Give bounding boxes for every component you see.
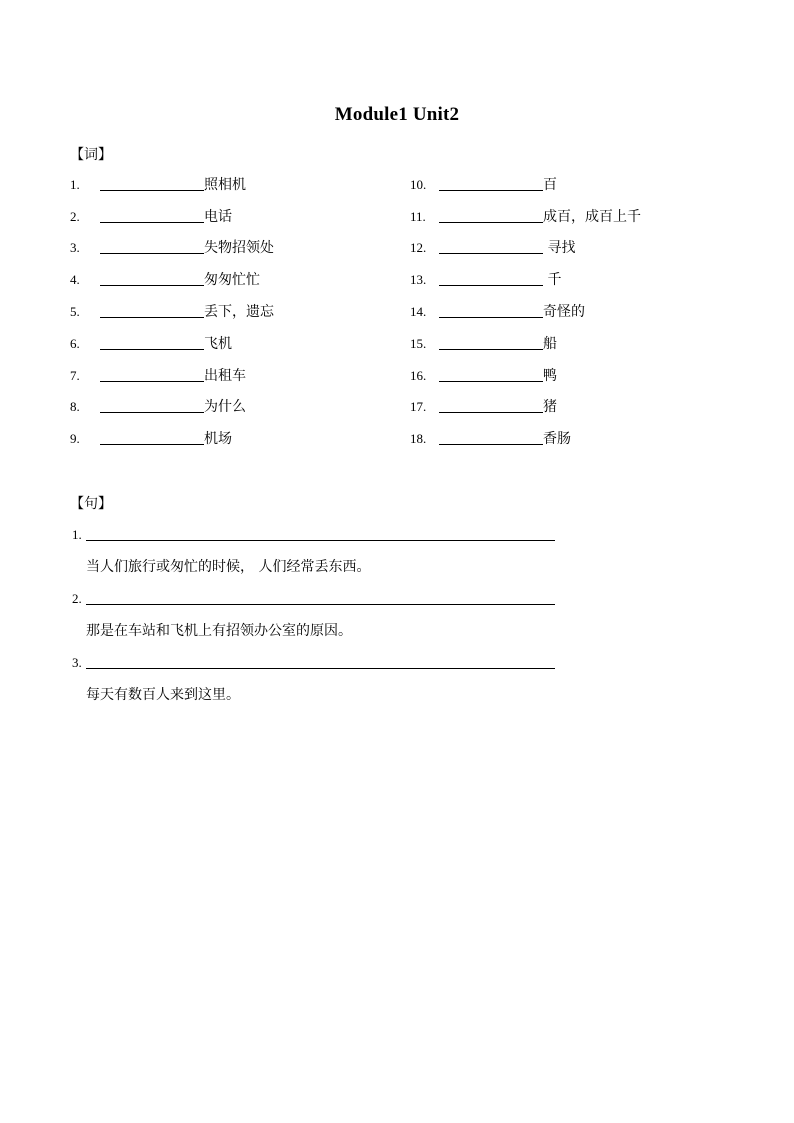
vocab-number: 17.	[410, 399, 427, 414]
vocab-number: 12.	[410, 240, 427, 255]
vocab-answer-blank[interactable]	[100, 317, 204, 318]
vocab-number: 9.	[70, 431, 80, 446]
vocab-meaning: 机场	[204, 431, 232, 447]
vocab-answer-blank[interactable]	[100, 412, 204, 413]
sentence-number: 1.	[72, 527, 82, 542]
vocab-number: 4.	[70, 272, 80, 287]
vocab-number: 5.	[70, 304, 80, 319]
sentence-chinese: 当人们旅行或匆忙的时候， 人们经常丢东西。	[86, 559, 371, 575]
vocab-number: 8.	[70, 399, 80, 414]
vocab-meaning: 奇怪的	[543, 304, 585, 320]
sentence-chinese: 每天有数百人来到这里。	[86, 687, 240, 703]
vocab-answer-blank[interactable]	[439, 444, 543, 445]
vocab-meaning: 照相机	[204, 177, 246, 193]
vocab-answer-blank[interactable]	[439, 381, 543, 382]
vocab-number: 18.	[410, 431, 427, 446]
vocab-number: 3.	[70, 240, 80, 255]
vocab-answer-blank[interactable]	[439, 412, 543, 413]
vocab-number: 6.	[70, 336, 80, 351]
vocab-meaning: 匆匆忙忙	[204, 272, 260, 288]
vocab-meaning: 寻找	[543, 240, 576, 256]
vocab-answer-blank[interactable]	[439, 190, 543, 191]
vocab-answer-blank[interactable]	[439, 317, 543, 318]
page-title: Module1 Unit2	[334, 104, 460, 125]
vocab-meaning: 为什么	[204, 399, 246, 415]
vocab-number: 16.	[410, 368, 427, 383]
vocab-answer-blank[interactable]	[439, 285, 543, 286]
vocab-number: 15.	[410, 336, 427, 351]
vocab-answer-blank[interactable]	[100, 253, 204, 254]
vocab-number: 1.	[70, 177, 80, 192]
sentence-chinese: 那是在车站和飞机上有招领办公室的原因。	[86, 623, 352, 639]
vocab-answer-blank[interactable]	[100, 381, 204, 382]
vocab-answer-blank[interactable]	[439, 349, 543, 350]
sentence-answer-line[interactable]	[86, 540, 555, 541]
vocab-number: 7.	[70, 368, 80, 383]
vocab-number: 11.	[410, 209, 426, 224]
vocab-answer-blank[interactable]	[439, 222, 543, 223]
vocab-meaning: 香肠	[543, 431, 571, 447]
vocab-meaning: 百	[543, 177, 557, 193]
vocab-answer-blank[interactable]	[100, 222, 204, 223]
vocab-number: 10.	[410, 177, 427, 192]
vocab-answer-blank[interactable]	[439, 253, 543, 254]
vocab-answer-blank[interactable]	[100, 285, 204, 286]
vocab-meaning: 成百，成百上千	[543, 209, 641, 225]
vocab-meaning: 出租车	[204, 368, 246, 384]
vocab-meaning: 电话	[204, 209, 232, 225]
vocab-meaning: 鸭	[543, 368, 557, 384]
vocab-meaning: 千	[543, 272, 562, 288]
vocab-meaning: 丢下，遗忘	[204, 304, 274, 320]
sentence-number: 3.	[72, 655, 82, 670]
sentences-section-heading: 【句】	[70, 496, 112, 512]
vocab-number: 2.	[70, 209, 80, 224]
vocab-answer-blank[interactable]	[100, 349, 204, 350]
vocab-answer-blank[interactable]	[100, 190, 204, 191]
sentence-answer-line[interactable]	[86, 668, 555, 669]
vocab-meaning: 猪	[543, 399, 557, 415]
vocab-meaning: 飞机	[204, 336, 232, 352]
vocab-meaning: 失物招领处	[204, 240, 274, 256]
words-section-heading: 【词】	[70, 147, 112, 163]
vocab-answer-blank[interactable]	[100, 444, 204, 445]
sentence-number: 2.	[72, 591, 82, 606]
vocab-meaning: 船	[543, 336, 557, 352]
vocab-number: 14.	[410, 304, 427, 319]
vocab-number: 13.	[410, 272, 427, 287]
sentence-answer-line[interactable]	[86, 604, 555, 605]
